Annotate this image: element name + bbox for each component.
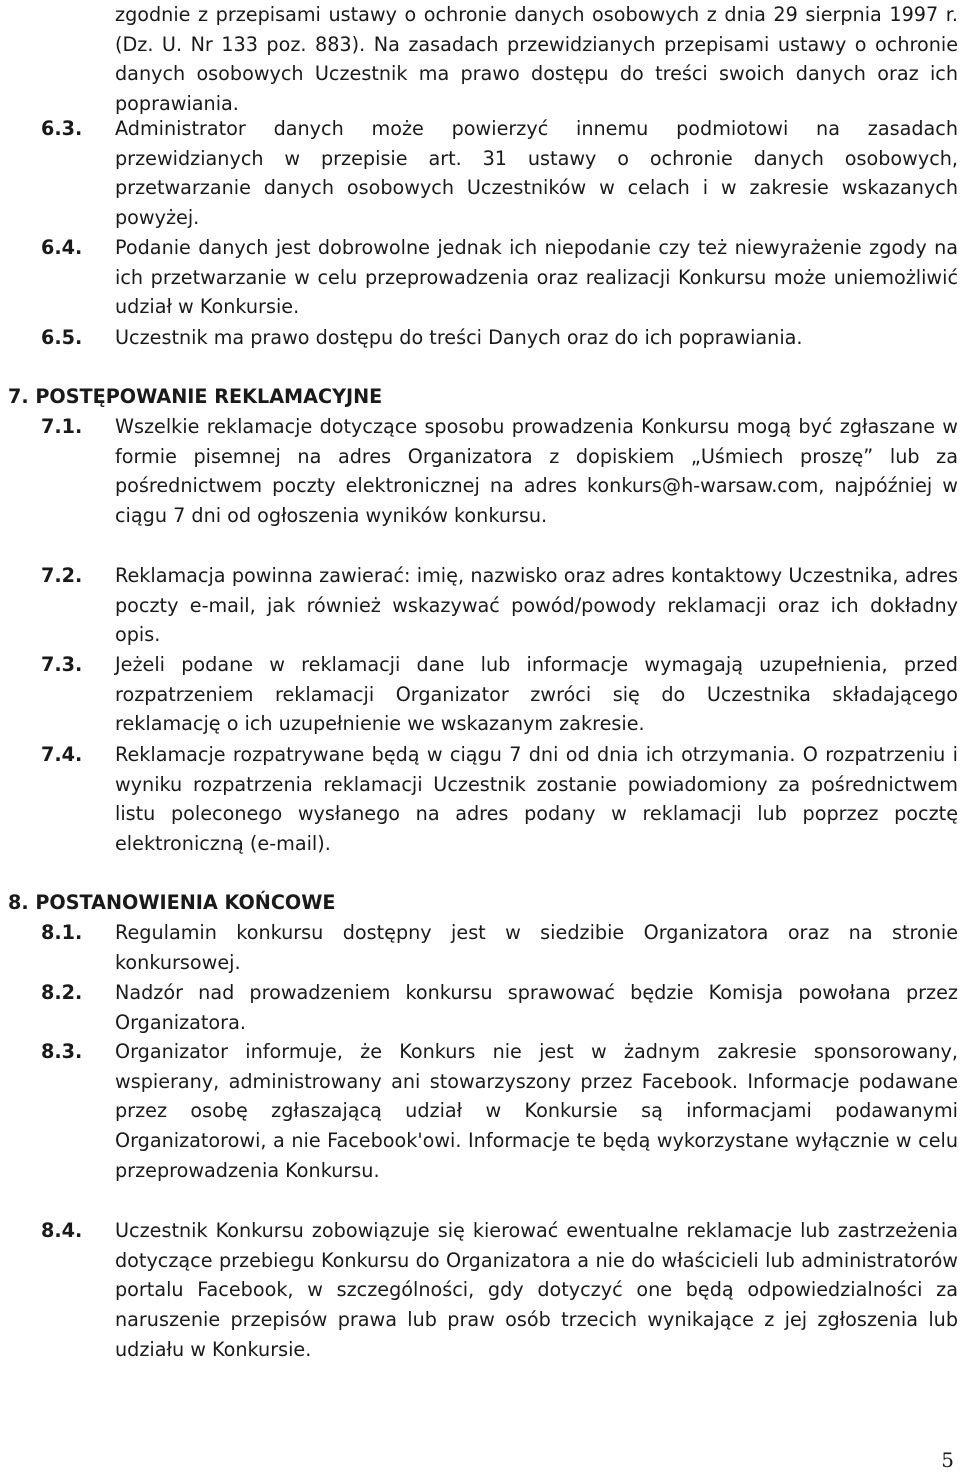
- clause-6-5: [41, 323, 958, 353]
- clause-6-4: [41, 233, 958, 322]
- clause-text: Jeżeli podane w reklamacji dane lub informacje wymagają uzupełnienia, przed rozpatrzeniem reklamacji Organizator zwróci się do Uczestnika składającego reklamację o ich uzupełnienie we wskazanym zakresie.: [115, 653, 958, 736]
- paragraph-continuation: zgodnie z przepisami ustawy o ochronie danych osobowych z dnia 29 sierpnia 1997 r. (Dz. U. Nr 133 poz. 883). Na zasadach przewidzianych przepisami ustawy o ochronie danych osobowych Uczestnik ma prawo dostępu do treści swoich danych oraz ich poprawiania.: [115, 3, 958, 116]
- clause-text: Reklamacja powinna zawierać: imię, nazwisko oraz adres kontaktowy Uczestnika, adres poczty e-mail, jak również wskazywać powód/powody reklamacji oraz ich dokładny opis.: [115, 564, 958, 647]
- section-heading-8: 8. POSTANOWIENIA KOŃCOWE: [8, 891, 336, 914]
- clause-7-2: [41, 561, 958, 650]
- clause-text: Uczestnik ma prawo dostępu do treści Danych oraz do ich poprawiania.: [115, 326, 803, 349]
- clause-8-4: [41, 1216, 958, 1365]
- clause-8-1: [41, 918, 958, 977]
- clause-number: 8.2.: [41, 981, 83, 1004]
- clause-number: 6.3.: [41, 117, 83, 140]
- clause-number: 8.3.: [41, 1040, 83, 1063]
- clause-text: Regulamin konkursu dostępny jest w siedzibie Organizatora oraz na stronie konkursowej.: [115, 921, 958, 974]
- clause-text: Administrator danych może powierzyć innemu podmiotowi na zasadach przewidzianych w przepisie art. 31 ustawy o ochronie danych osobowych, przetwarzanie danych osobowych Uczestników w celach i w zakresie wskazanych powyżej.: [115, 117, 958, 230]
- clause-text: Reklamacje rozpatrywane będą w ciągu 7 dni od dnia ich otrzymania. O rozpatrzeniu i wyniku rozpatrzenia reklamacji Uczestnik zostanie powiadomiony za pośrednictwem listu poleconego wysłanego na adres podany w reklamacji lub poprzez pocztę elektroniczną (e-mail).: [115, 743, 958, 856]
- clause-7-4: [41, 740, 958, 859]
- clause-number: 7.4.: [41, 743, 83, 766]
- clause-number: 8.4.: [41, 1219, 83, 1242]
- clause-text: Uczestnik Konkursu zobowiązuje się kierować ewentualne reklamacje lub zastrzeżenia dotyczące przebiegu Konkursu do Organizatora a nie do właścicieli lub administratorów portalu Facebook, w szczególności, gdy dotyczyć one będą odpowiedzialności za naruszenie przepisów prawa lub praw osób trzecich wynikające z jej zgłoszenia lub udziału w Konkursie.: [115, 1219, 958, 1361]
- clause-number: 7.2.: [41, 564, 83, 587]
- clause-6-3: [41, 114, 958, 233]
- clause-text: Nadzór nad prowadzeniem konkursu sprawować będzie Komisja powołana przez Organizatora.: [115, 981, 958, 1034]
- clause-7-1: [41, 412, 958, 531]
- clause-text: Wszelkie reklamacje dotyczące sposobu prowadzenia Konkursu mogą być zgłaszane w formie pisemnej na adres Organizatora z dopiskiem „Uśmiech proszę” lub za pośrednictwem poczty elektronicznej na adres konkurs@h-warsaw.com, najpóźniej w ciągu 7 dni od ogłoszenia wyników konkursu.: [115, 415, 958, 528]
- clause-8-2: [41, 978, 958, 1037]
- clause-7-3: [41, 650, 958, 739]
- clause-number: 6.4.: [41, 236, 83, 259]
- clause-text: Organizator informuje, że Konkurs nie jest w żadnym zakresie sponsorowany, wspierany, administrowany ani stowarzyszony przez Facebook. Informacje podawane przez osobę zgłaszającą udział w Konkursie są informacjami podawanymi Organizatorowi, a nie Facebook'owi. Informacje te będą wykorzystane wyłącznie w celu przeprowadzenia Konkursu.: [115, 1040, 958, 1182]
- clause-number: 7.1.: [41, 415, 83, 438]
- clause-8-3: [41, 1037, 958, 1186]
- clause-text: Podanie danych jest dobrowolne jednak ich niepodanie czy też niewyrażenie zgody na ich przetwarzanie w celu przeprowadzenia oraz realizacji Konkursu może uniemożliwić udział w Konkursie.: [115, 236, 958, 319]
- page-number: 5: [941, 1448, 954, 1472]
- clause-number: 7.3.: [41, 653, 83, 676]
- section-heading-7: 7. POSTĘPOWANIE REKLAMACYJNE: [8, 385, 383, 408]
- clause-number: 6.5.: [41, 326, 83, 349]
- clause-number: 8.1.: [41, 921, 83, 944]
